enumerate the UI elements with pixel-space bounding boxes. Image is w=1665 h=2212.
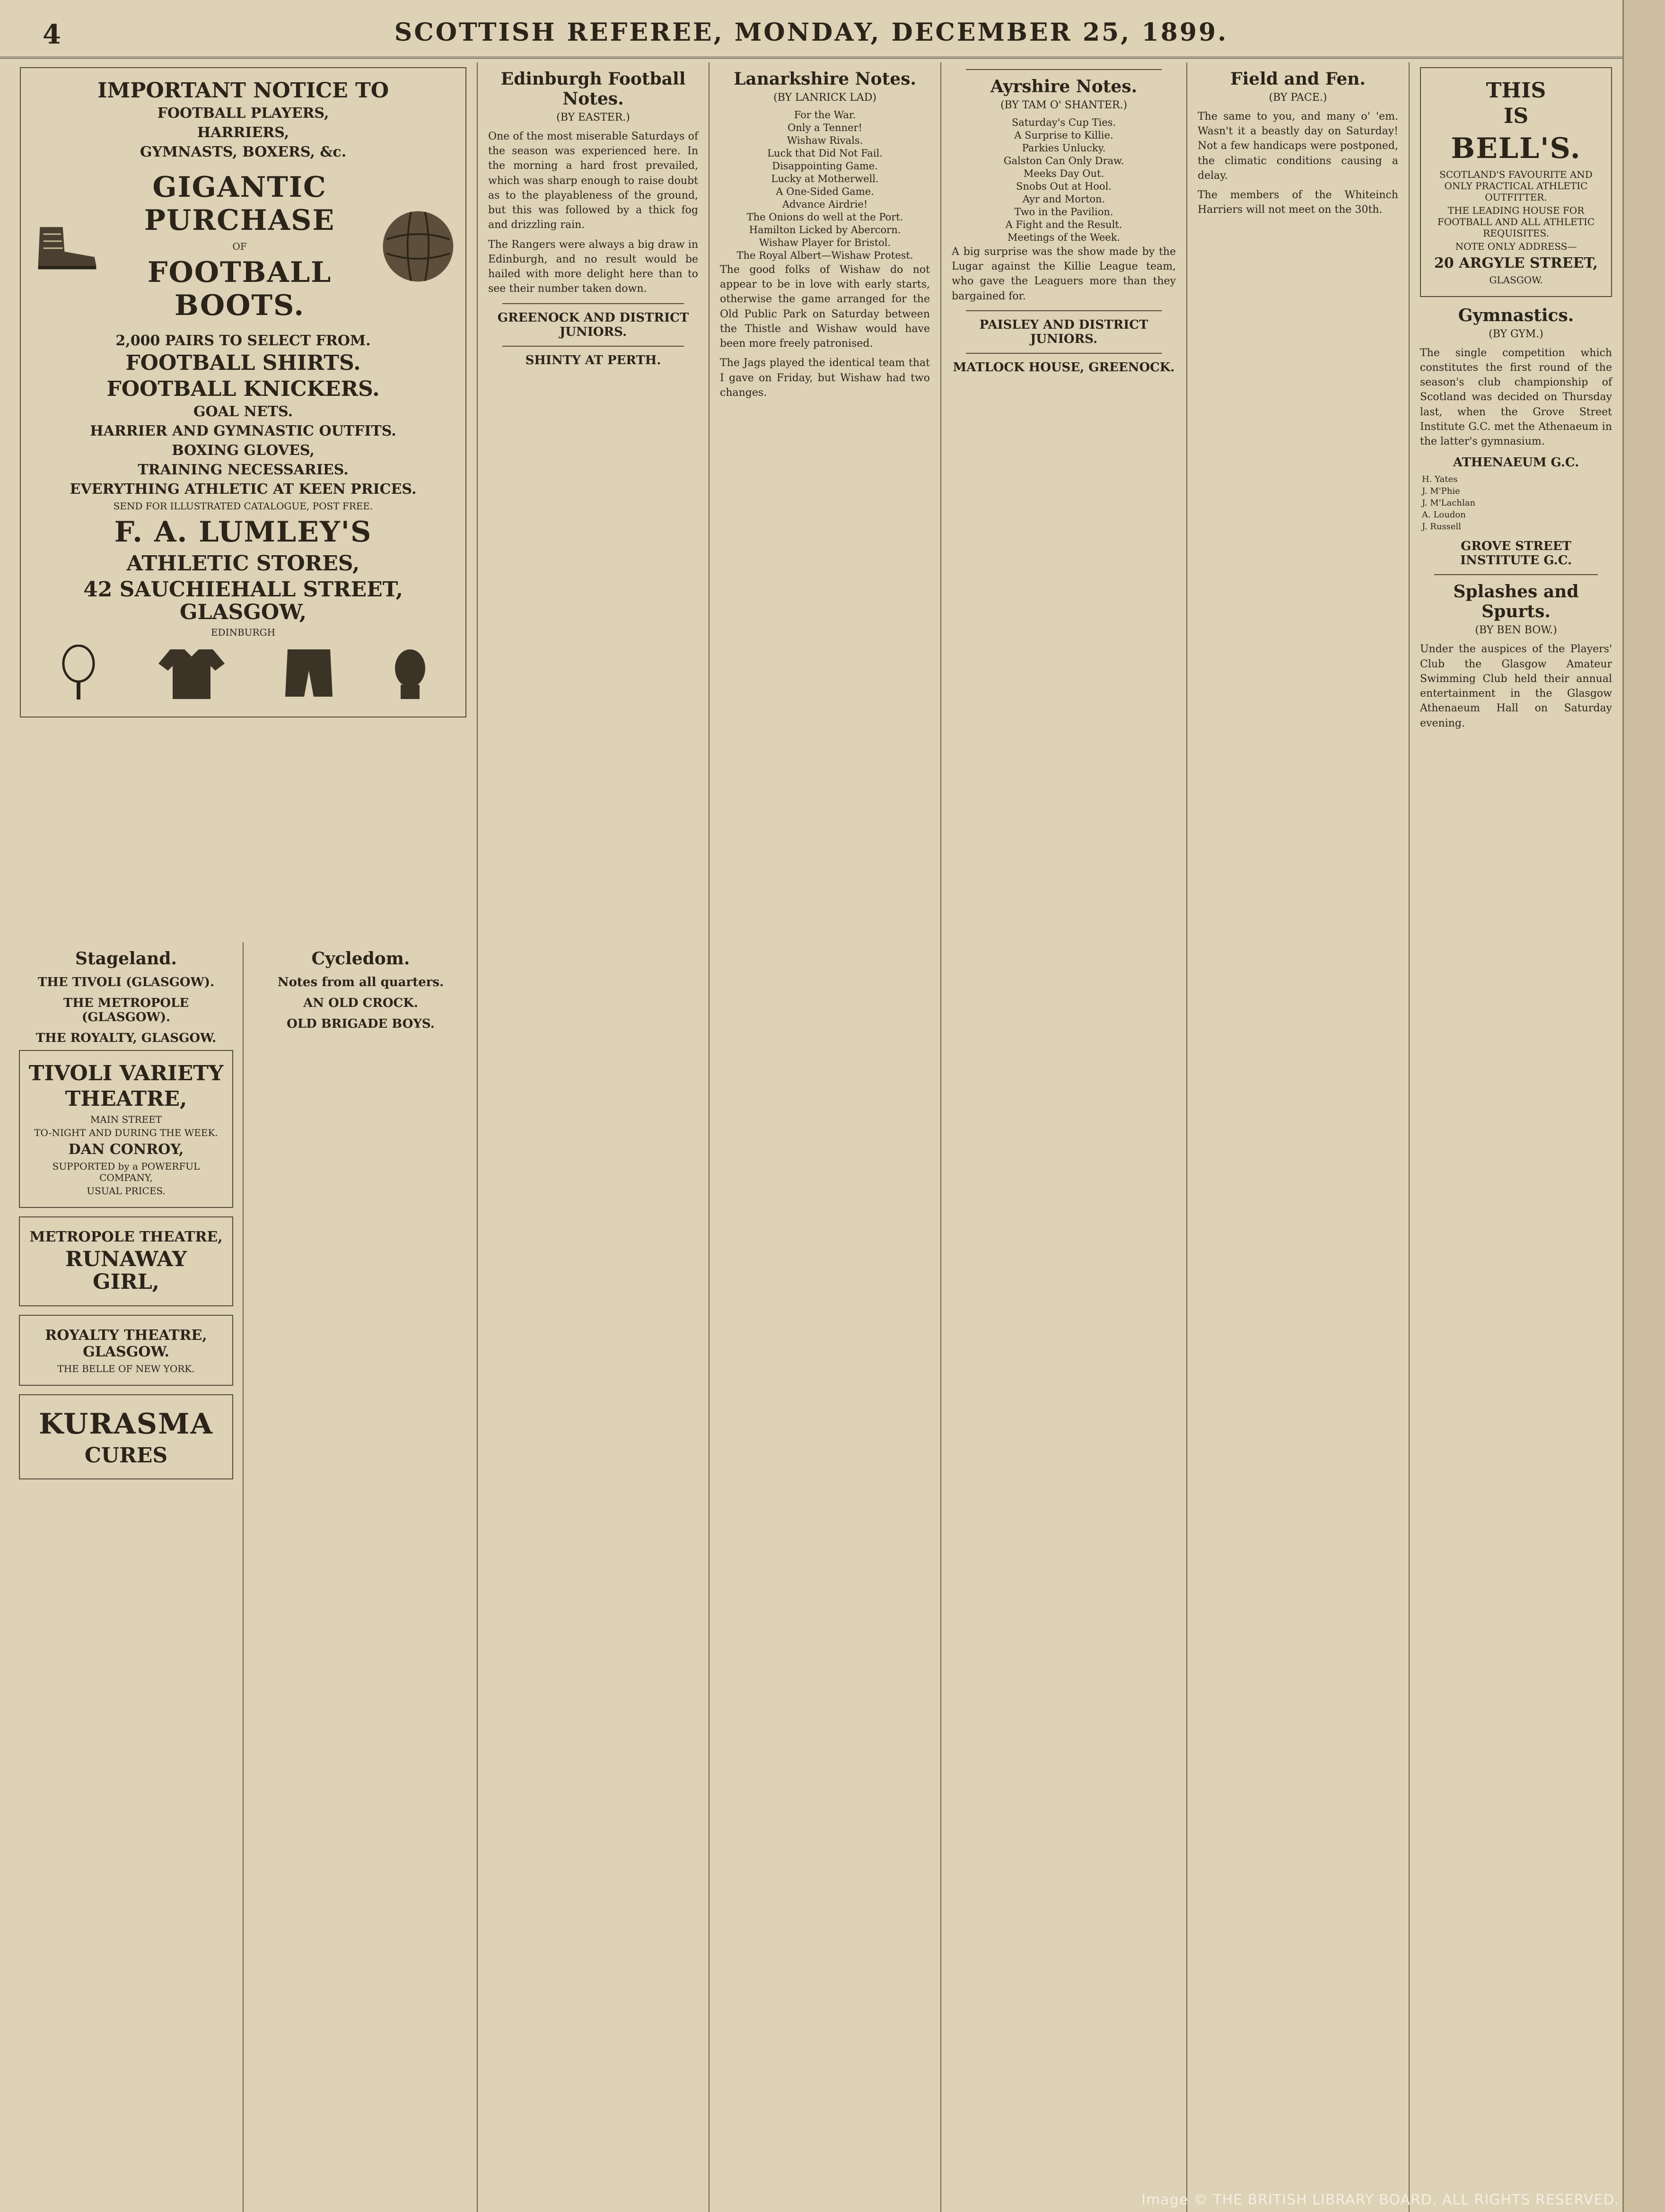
table-cell <box>1602 521 1612 533</box>
bells-house: THE LEADING HOUSE FOR FOOTBALL AND ALL ATHLETIC REQUISITES. <box>1437 204 1595 239</box>
bells-name: BELL'S. <box>1451 131 1581 165</box>
ad-illustrations <box>29 167 457 326</box>
ad-shirts: FOOTBALL SHIRTS. <box>125 351 361 376</box>
bells-address: 20 ARGYLE STREET, <box>1434 254 1598 271</box>
table-cell <box>1580 485 1591 497</box>
divider <box>966 353 1162 354</box>
headline-item: Snobs Out at Hool. <box>1016 181 1112 192</box>
athenaeum-results-table <box>1420 473 1612 533</box>
field-paragraph: The members of the Whiteinch Harriers will not meet on the 30th. <box>1198 189 1398 216</box>
field-byline: (BY PACE.) <box>1269 92 1327 104</box>
ad-training: TRAINING NECESSARIES. <box>138 462 349 479</box>
royalty-advertisement <box>19 1315 233 1386</box>
table-cell <box>1591 473 1601 485</box>
gigantic-purchase: GIGANTIC PURCHASE <box>144 171 335 237</box>
table-cell: H. Yates <box>1422 474 1458 485</box>
table-row <box>1420 473 1612 485</box>
headline-item: The Royal Albert—Wishaw Protest. <box>736 250 913 261</box>
headline-item: A Surprise to Killie. <box>1014 130 1113 141</box>
kurasma-cures: CURES <box>84 1443 168 1468</box>
splashes-heading: Splashes and Spurts. <box>1453 582 1579 622</box>
headline-item: The Onions do well at the Port. <box>746 211 903 223</box>
jersey-icon <box>156 645 227 701</box>
ad-gloves: BOXING GLOVES, <box>172 442 315 459</box>
edinburgh-paragraph: The Rangers were always a big draw in Edinburgh, and no result would be hailed with more delight here than to see their number taken down. <box>488 238 698 295</box>
lanarkshire-byline: (BY LANRICK LAD) <box>773 92 876 104</box>
metropole-advertisement <box>19 1216 233 1306</box>
ad-edinburgh: EDINBURGH <box>210 627 276 638</box>
royalty-play: THE BELLE OF NEW YORK. <box>57 1363 195 1374</box>
tivoli-subheading: THE TIVOLI (GLASGOW). <box>37 975 215 989</box>
royalty-title: ROYALTY THEATRE, GLASGOW. <box>45 1327 207 1360</box>
cycledom-signature: AN OLD CROCK. <box>303 996 418 1010</box>
bells-city: GLASGOW. <box>1489 274 1543 286</box>
kurasma-advertisement <box>19 1394 233 1479</box>
tivoli-star: DAN CONROY, <box>68 1141 184 1158</box>
headline-item: Ayr and Morton. <box>1022 193 1105 205</box>
tivoli-tonight: TO-NIGHT AND DURING THE WEEK. <box>34 1127 218 1138</box>
divider <box>502 303 684 304</box>
sports-goods-illustration <box>29 645 457 701</box>
table-cell: A. Loudon <box>1422 510 1466 520</box>
divider <box>502 346 684 347</box>
ad-stores: ATHLETIC STORES, <box>126 551 360 576</box>
headline-item: Parkies Unlucky. <box>1022 142 1106 154</box>
table-cell <box>1602 497 1612 509</box>
edinburgh-byline: (BY EASTER.) <box>556 112 630 123</box>
headline-item: Disappointing Game. <box>772 160 878 172</box>
ad-pairs: 2,000 PAIRS TO SELECT FROM. <box>115 332 371 350</box>
gymnastics-heading: Gymnastics. <box>1458 305 1574 325</box>
table-cell <box>1580 473 1591 485</box>
table-cell <box>1591 497 1601 509</box>
bells-tagline: SCOTLAND'S FAVOURITE AND ONLY PRACTICAL ATHLETIC OUTFITTER. <box>1439 168 1593 203</box>
ayrshire-byline: (BY TAM O' SHANTER.) <box>1000 99 1128 111</box>
headline-item: Wishaw Player for Bristol. <box>759 237 891 248</box>
football-boots: FOOTBALL BOOTS. <box>147 256 332 323</box>
greenock-juniors-heading: GREENOCK AND DISTRICT JUNIORS. <box>497 310 689 339</box>
table-cell <box>1602 509 1612 521</box>
ad-firm-name: F. A. LUMLEY'S <box>114 516 372 549</box>
headline-item: Only a Tenner! <box>788 122 862 133</box>
ayrshire-paragraph: A big surprise was the show made by the Lugar against the Killie League team, who gave the Leaguers more than they bargained for. <box>952 246 1176 302</box>
stageland-column <box>9 942 244 2212</box>
field-paragraph: The same to you, and many o' 'em. Wasn't it a beastly day on Saturday! Not a few handicaps were postponed, the climatic conditions causing a delay. <box>1198 111 1398 182</box>
adjacent-page-edge <box>1622 0 1665 2212</box>
ad-of: OF <box>232 241 247 253</box>
lanarkshire-paragraph: The good folks of Wishaw do not appear to be in love with early starts, otherwise the game arranged for the Old Public Park on Saturday between the Thistle and Wishaw would have been more freely patronised. <box>720 264 930 350</box>
bells-only: NOTE ONLY ADDRESS— <box>1455 240 1577 252</box>
cycledom-subheading: Notes from all quarters. <box>277 975 444 989</box>
headline-item: Galston Can Only Draw. <box>1003 155 1124 166</box>
splashes-paragraph: Under the auspices of the Players' Club the Glasgow Amateur Swimming Club held their annual entertainment in the Glasgow Athenaeum Hall on Saturday evening. <box>1420 643 1612 729</box>
tivoli-prices: USUAL PRICES. <box>87 1185 166 1197</box>
column-lanarkshire <box>710 62 941 2212</box>
bells-line: THIS <box>1486 79 1546 103</box>
paisley-heading: PAISLEY AND DISTRICT JUNIORS. <box>979 317 1148 346</box>
athenaeum-table-heading: ATHENAEUM G.C. <box>1453 455 1579 470</box>
metropole-subheading: THE METROPOLE (GLASGOW). <box>63 996 189 1024</box>
edinburgh-paragraph: One of the most miserable Saturdays of the season was experienced here. In the morning a hard frost prevailed, which was sharp enough to raise doubt as to the playableness of the ground, but this was followed by a thick fog and drizzling rain. <box>488 131 698 231</box>
football-boot-icon <box>29 211 100 282</box>
table-cell: J. M'Lachlan <box>1422 498 1476 508</box>
kurasma-name: KURASMA <box>38 1407 214 1441</box>
table-cell: J. Russell <box>1422 522 1462 532</box>
table-cell <box>1591 485 1601 497</box>
headline-item: Wishaw Rivals. <box>787 135 863 146</box>
headline-item: Meeks Day Out. <box>1023 168 1104 179</box>
ad-nets: GOAL NETS. <box>193 403 293 420</box>
lanarkshire-headlines <box>720 109 930 261</box>
edinburgh-heading: Edinburgh Football Notes. <box>500 69 686 109</box>
metropole-play: RUNAWAY GIRL, <box>65 1247 187 1294</box>
ayrshire-heading: Ayrshire Notes. <box>990 77 1138 96</box>
table-cell <box>1602 485 1612 497</box>
tivoli-street: MAIN STREET <box>90 1113 162 1125</box>
divider <box>966 69 1162 70</box>
ayrshire-headlines <box>952 117 1176 243</box>
headline-item: Advance Airdrie! <box>782 199 868 210</box>
ad-line: HARRIERS, <box>197 124 289 141</box>
headline-item: A One-Sided Game. <box>776 186 874 197</box>
metropole-title: METROPOLE THEATRE, <box>29 1228 223 1245</box>
column-field-and-fen <box>1187 62 1410 2212</box>
old-brigade-heading: OLD BRIGADE BOYS. <box>287 1017 435 1031</box>
library-watermark: Image © THE BRITISH LIBRARY BOARD. ALL RIGHTS RESERVED. <box>1141 2192 1620 2208</box>
masthead <box>0 0 1622 59</box>
field-heading: Field and Fen. <box>1230 69 1366 89</box>
headline-item: Saturday's Cup Ties. <box>1011 117 1116 128</box>
tivoli-title: TIVOLI VARIETY <box>28 1061 224 1085</box>
column-edinburgh <box>478 62 710 2212</box>
lumley-advertisement <box>20 67 466 717</box>
table-cell <box>1580 509 1591 521</box>
tivoli-title-2: THEATRE, <box>65 1087 187 1111</box>
matlock-heading: MATLOCK HOUSE, GREENOCK. <box>953 360 1175 375</box>
column-ayrshire <box>941 62 1187 2212</box>
tivoli-support: SUPPORTED by a POWERFUL COMPANY, <box>52 1160 200 1183</box>
boxing-glove-icon <box>391 645 429 701</box>
ad-title: IMPORTANT NOTICE TO <box>97 79 389 103</box>
cycledom-column <box>244 942 478 2212</box>
ad-harrier: HARRIER AND GYMNASTIC OUTFITS. <box>90 423 396 440</box>
splashes-byline: (BY BEN BOW.) <box>1475 624 1557 637</box>
lanarkshire-paragraph: The Jags played the identical team that I gave on Friday, but Wishaw had two changes. <box>720 357 930 399</box>
headline-item: Two in the Pavilion. <box>1014 206 1113 218</box>
table-cell: J. M'Phie <box>1422 486 1460 497</box>
divider <box>966 310 1162 311</box>
headline-item: Luck that Did Not Fail. <box>767 148 883 159</box>
knickers-icon <box>283 645 335 701</box>
gymnastics-byline: (BY GYM.) <box>1489 328 1543 340</box>
grove-table-heading: GROVE STREET INSTITUTE G.C. <box>1460 539 1572 568</box>
bells-advertisement <box>1420 67 1612 297</box>
table-cell <box>1580 521 1591 533</box>
ad-line: FOOTBALL PLAYERS, <box>157 105 329 122</box>
bells-line: IS <box>1503 104 1529 129</box>
ad-catalogue: SEND FOR ILLUSTRATED CATALOGUE, POST FREE. <box>113 500 373 512</box>
table-row <box>1420 485 1612 497</box>
tivoli-advertisement <box>19 1050 233 1208</box>
ad-line: GYMNASTS, BOXERS, &c. <box>140 144 347 161</box>
ad-knickers: FOOTBALL KNICKERS. <box>106 376 380 401</box>
shinty-heading: SHINTY AT PERTH. <box>525 353 661 367</box>
stageland-heading: Stageland. <box>75 949 177 969</box>
table-cell <box>1602 473 1612 485</box>
headline-item: Hamilton Licked by Abercorn. <box>749 224 901 236</box>
table-row <box>1420 509 1612 521</box>
table-row <box>1420 497 1612 509</box>
page-number: 4 <box>43 19 61 50</box>
ad-everything: EVERYTHING ATHLETIC AT KEEN PRICES. <box>70 481 417 498</box>
cycledom-heading: Cycledom. <box>311 949 410 969</box>
football-icon <box>379 194 457 298</box>
ad-address: 42 SAUCHIEHALL STREET, GLASGOW, <box>83 577 403 624</box>
lanarkshire-heading: Lanarkshire Notes. <box>734 69 916 89</box>
headline-item: Meetings of the Week. <box>1007 232 1121 243</box>
page-heading: SCOTTISH REFEREE, MONDAY, DECEMBER 25, 1899. <box>394 18 1228 47</box>
column-1 <box>9 62 478 2212</box>
table-row <box>1420 521 1612 533</box>
divider <box>1434 574 1598 575</box>
headline-item: Lucky at Motherwell. <box>771 173 879 184</box>
royalty-subheading: THE ROYALTY, GLASGOW. <box>35 1031 217 1045</box>
table-cell <box>1580 497 1591 509</box>
column-6 <box>1410 62 1622 2212</box>
headline-item: For the War. <box>794 109 856 121</box>
headline-item: A Fight and the Result. <box>1005 219 1122 230</box>
gymnastics-paragraph: The single competition which constitutes the first round of the season's club championship of Scotland was decided on Thursday last, when the Grove Street Institute G.C. met the Athenaeum in the latter's gymnasium. <box>1420 347 1612 448</box>
table-cell <box>1591 521 1601 533</box>
table-cell <box>1591 509 1601 521</box>
racket-icon <box>57 645 100 701</box>
